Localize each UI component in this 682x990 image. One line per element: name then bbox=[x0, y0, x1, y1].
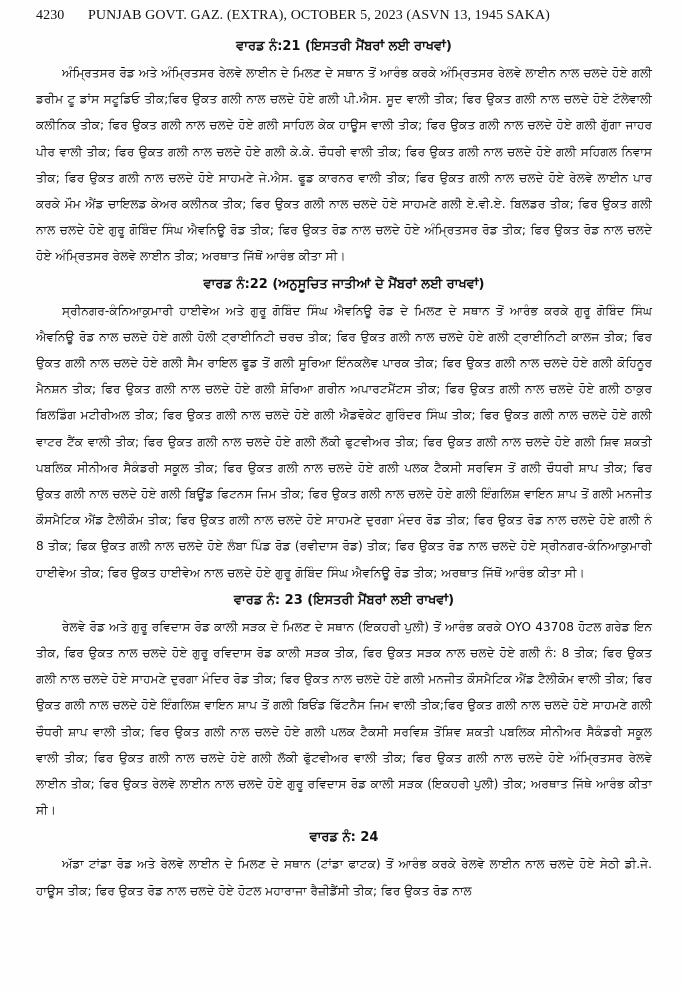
ward-boundary-text: ਰੇਲਵੇ ਰੋਡ ਅਤੇ ਗੁਰੂ ਰਵਿਦਾਸ ਰੋਡ ਕਾਲੀ ਸੜਕ ਦੇ ਮਿਲਣ ਦੇ ਸਥਾਨ (ਇਕਹਰੀ ਪੁਲੀ) ਤੋਂ ਆਰੰਭ ਕਰਕੇ OYO 43708 ਹੋਟਲ ਗਰੇਡ ਇਨ ਤੀਕ, ਫਿਰ ਉਕਤ ਨਾਲ ਚਲਦੇ ਹੋਏ ਗੁਰੂ ਰਵਿਦਾਸ ਰੋਡ ਕਾਲੀ ਸੜਕ ਤੀਕ, ਫਿਰ ਉਕਤ ਸੜਕ ਨਾਲ ਚਲਦੇ ਹੋਏ ਗਲੀ ਨੰ: 8 ਤੀਕ; ਫਿਰ ਉਕਤ ਗਲੀ ਨਾਲ ਚਲਦੇ ਹੋਏ ਸਾਹਮਣੇ ਦੁਰਗਾ ਮੰਦਿਰ ਰੋਡ ਤੀਕ; ਫਿਰ ਉਕਤ ਨਾਲ ਚਲਦੇ ਹੋਏ ਗਲੀ ਮਨਜੀਤ ਕੌਸਮੈਟਿਕ ਐਂਡ ਟੈਲੀਕੋਮ ਵਾਲੀ ਤੀਕ; ਫਿਰ ਉਕਤ ਗਲੀ ਨਾਲ ਚਲਦੇ ਹੋਏ ਇੰਗਲਿਸ਼ ਵਾਇਨ ਸ਼ਾਪ ਤੋਂ ਗਲੀ ਬਿਓਂਡ ਫਿੱਟਨੈਸ ਜਿਮ ਵਾਲੀ ਤੀਕ;ਫਿਰ ਉਕਤ ਗਲੀ ਨਾਲ ਚਲਦੇ ਹੋਏ ਸਾਹਮਣੇ ਗਲੀ ਚੌਧਰੀ ਸ਼ਾਪ ਵਾਲੀ ਤੀਕ; ਫਿਰ ਉਕਤ ਗਲੀ ਨਾਲ ਚਲਦੇ ਹੋਏ ਗਲੀ ਪਲਕ ਟੈਕਸੀ ਸਰਵਿਸ਼ ਤੋਂਸ਼ਿਵ ਸ਼ਕਤੀ ਪਬਲਿਕ ਸੀਨੀਅਰ ਸੈਕੰਡਰੀ ਸਕੂਲ ਵਾਲੀ ਤੀਕ; ਫਿਰ ਉਕਤ ਗਲੀ ਨਾਲ ਚਲਦੇ ਹੋਏ ਗਲੀ ਲੱਕੀ ਫੁੱਟਵੀਅਰ ਵਾਲੀ ਤੀਕ; ਫਿਰ ਉਕਤ ਗਲੀ ਨਾਲ ਚਲਦੇ ਹੋਏ ਅੰਮ੍ਰਿਤਸਰ ਰੇਲਵੇ ਲਾਈਨ ਤੀਕ; ਫਿਰ ਉਕਤ ਰੇਲਵੇ ਲਾਈਨ ਨਾਲ ਚਲਦੇ ਹੋਏ ਗੁਰੂ ਰਵਿਦਾਸ ਰੋਡ ਕਾਲੀ ਸੜਕ (ਇਕਹਰੀ ਪੁਲੀ) ਤੀਕ; ਅਰਥਾਤ ਜਿੱਥੇ ਆਰੰਭ ਕੀਤਾ ਸੀ। bbox=[36, 619, 652, 818]
ward-24-section bbox=[36, 829, 652, 903]
ward-heading: ਵਾਰਡ ਨੰ: 23 (ਇਸਤਰੀ ਮੈਂਬਰਾਂ ਲਈ ਰਾਖਵਾਂ) bbox=[233, 592, 455, 608]
ward-boundary-text: ਅੰਮ੍ਰਿਤਸਰ ਰੋਡ ਅਤੇ ਅੰਮ੍ਰਿਤਸਰ ਰੇਲਵੇ ਲਾਈਨ ਦੇ ਮਿਲਣ ਦੇ ਸਥਾਨ ਤੋਂ ਆਰੰਭ ਕਰਕੇ ਅੰਮ੍ਰਿਤਸਰ ਰੇਲਵੇ ਲਾਈਨ ਨਾਲ ਚਲਦੇ ਹੋਏ ਗਲੀ ਡਰੀਮ ਟੂ ਡਾਂਸ ਸਟੂਡਿਓ ਤੀਕ;ਫਿਰ ਉਕਤ ਗਲੀ ਨਾਲ ਚਲਦੇ ਹੋਏ ਗਲੀ ਪੀ.ਐਸ. ਸੂਦ ਵਾਲੀ ਤੀਕ; ਫਿਰ ਉਕਤ ਗਲੀ ਨਾਲ ਚਲਦੇ ਹੋਏ ਟੱਲੇਵਾਲੀ ਕਲੀਨਿਕ ਤੀਕ; ਫਿਰ ਉਕਤ ਗਲੀ ਨਾਲ ਚਲਦੇ ਹੋਏ ਗਲੀ ਸਾਹਿਲ ਕੇਕ ਹਾਊਸ ਵਾਲੀ ਤੀਕ; ਫਿਰ ਉਕਤ ਗਲੀ ਨਾਲ ਚਲਦੇ ਹੋਏ ਗਲੀ ਗੁੱਗਾ ਜਾਹਰ ਪੀਰ ਵਾਲੀ ਤੀਕ; ਫਿਰ ਉਕਤ ਗਲੀ ਨਾਲ ਚਲਦੇ ਹੋਏ ਗਲੀ ਕੇ.ਕੇ. ਚੌਧਰੀ ਵਾਲੀ ਤੀਕ; ਫਿਰ ਉਕਤ ਗਲੀ ਨਾਲ ਚਲਦੇ ਹੋਏ ਗਲੀ ਸਹਿਗਲ ਨਿਵਾਸ ਤੀਕ; ਫਿਰ ਉਕਤ ਗਲੀ ਨਾਲ ਚਲਦੇ ਹੋਏ ਸਾਹਮਣੇ ਜੇ.ਐਸ. ਫੂਡ ਕਾਰਨਰ ਵਾਲੀ ਤੀਕ; ਫਿਰ ਉਕਤ ਗਲੀ ਨਾਲ ਚਲਦੇ ਹੋਏ ਰੇਲਵੇ ਲਾਈਨ ਪਾਰ ਕਰਕੇ ਮੌਮ ਐਂਡ ਚਾਇਲਡ ਕੇਅਰ ਕਲੀਨਕ ਤੀਕ; ਫਿਰ ਉਕਤ ਗਲੀ ਨਾਲ ਚਲਦੇ ਹੋਏ ਸਾਹਮਣੇ ਗਲੀ ਏ.ਵੀ.ਏ. ਬਿਲਡਰ ਤੀਕ; ਫਿਰ ਉਕਤ ਗਲੀ ਨਾਲ ਚਲਦੇ ਹੋਏ ਗੁਰੂ ਗੋਬਿੰਦ ਸਿੰਘ ਐਵਨਿਊ ਰੋਡ ਤੀਕ; ਫਿਰ ਉਕਤ ਰੋਡ ਨਾਲ ਚਲਦੇ ਹੋਏ ਅੰਮ੍ਰਿਤਸਰ ਰੋਡ ਤੀਕ; ਫਿਰ ਉਕਤ ਰੋਡ ਨਾਲ ਚਲਦੇ ਹੋਏ ਅੰਮ੍ਰਿਤਸਰ ਰੇਲਵੇ ਲਾਈਨ ਤੀਕ; ਅਰਥਾਤ ਜਿੱਥੋਂ ਆਰੰਭ ਕੀਤਾ ਸੀ। bbox=[36, 66, 652, 264]
ward-21-section bbox=[36, 38, 652, 270]
ward-boundary-text: ਸ੍ਰੀਨਗਰ-ਕੰਨਿਆਕੁਮਾਰੀ ਹਾਈਵੇਅ ਅਤੇ ਗੁਰੂ ਗੋਬਿੰਦ ਸਿੰਘ ਐਵਨਿਊ ਰੋਡ ਦੇ ਮਿਲਣ ਦੇ ਸਥਾਨ ਤੋਂ ਆਰੰਭ ਕਰਕੇ ਗੁਰੂ ਗੋਬਿੰਦ ਸਿੰਘ ਐਵਨਿਊ ਰੋਡ ਨਾਲ ਚਲਦੇ ਹੋਏ ਗਲੀ ਹੋਲੀ ਟ੍ਰਾਈਨਿਟੀ ਚਰਚ ਤੀਕ; ਫਿਰ ਉਕਤ ਗਲੀ ਨਾਲ ਚਲਦੇ ਹੋਏ ਗਲੀ ਟ੍ਰਾਈਨਿਟੀ ਕਾਲਜ ਤੀਕ; ਫਿਰ ਉਕਤ ਗਲੀ ਨਾਲ ਚਲਦੇ ਹੋਏ ਗਲੀ ਸੈਮ ਰਾਇਲ ਫੂਡ ਤੋਂ ਗਲੀ ਸੂਰਿਆ ਇੰਨਕਲੇਵ ਪਾਰਕ ਤੀਕ; ਫਿਰ ਉਕਤ ਗਲੀ ਨਾਲ ਚਲਦੇ ਹੋਏ ਗਲੀ ਕੋਹਿਨੂਰ ਮੈਨਸ਼ਨ ਤੀਕ; ਫਿਰ ਉਕਤ ਗਲੀ ਨਾਲ ਚਲਦੇ ਹੋਏ ਗਲੀ ਸ਼ੋਰਿਆ ਗਰੀਨ ਅਪਾਰਟਮੈਂਟਸ ਤੀਕ; ਫਿਰ ਉਕਤ ਗਲੀ ਨਾਲ ਚਲਦੇ ਹੋਏ ਗਲੀ ਠਾਕੁਰ ਬਿਲਡਿੰਗ ਮਟੀਰੀਅਲ ਤੀਕ; ਫਿਰ ਉਕਤ ਗਲੀ ਨਾਲ ਚਲਦੇ ਹੋਏ ਗਲੀ ਐਡਵੋਕੇਟ ਗੁਰਿੰਦਰ ਸਿੰਘ ਤੀਕ; ਫਿਰ ਉਕਤ ਗਲੀ ਨਾਲ ਚਲਦੇ ਹੋਏ ਗਲੀ ਵਾਟਰ ਟੈਂਕ ਵਾਲੀ ਤੀਕ; ਫਿਰ ਉਕਤ ਗਲੀ ਨਾਲ ਚਲਦੇ ਹੋਏ ਗਲੀ ਲੱਕੀ ਫੁਟਵੀਅਰ ਤੀਕ; ਫਿਰ ਉਕਤ ਗਲੀ ਨਾਲ ਚਲਦੇ ਹੋਏ ਗਲੀ ਸ਼ਿਵ ਸ਼ਕਤੀ ਪਬਲਿਕ ਸੀਨੀਅਰ ਸੈਕੰਡਰੀ ਸਕੂਲ ਤੀਕ; ਫਿਰ ਉਕਤ ਗਲੀ ਨਾਲ ਚਲਦੇ ਹੋਏ ਗਲੀ ਪਲਕ ਟੈਕਸੀ ਸਰਵਿਸ ਤੋਂ ਗਲੀ ਚੌਧਰੀ ਸ਼ਾਪ ਤੀਕ; ਫਿਰ ਉਕਤ ਗਲੀ ਨਾਲ ਚਲਦੇ ਹੋਏ ਗਲੀ ਬਿਊਂਡ ਫਿਟਨਸ ਜਿਮ ਤੀਕ; ਫਿਰ ਉਕਤ ਗਲੀ ਨਾਲ ਚਲਦੇ ਹੋਏ ਗਲੀ ਇੰਗਲਿਸ਼ ਵਾਇਨ ਸ਼ਾਪ ਤੋਂ ਗਲੀ ਮਨਜੀਤ ਕੌਸਮੈਟਿਕ ਐਂਡ ਟੈਲੀਕੌਮ ਤੀਕ; ਫਿਰ ਉਕਤ ਗਲੀ ਨਾਲ ਚਲਦੇ ਹੋਏ ਸਾਹਮਣੇ ਦੁਰਗਾ ਮੰਦਰ ਰੋਡ ਤੀਕ; ਫਿਰ ਉਕਤ ਰੋਡ ਨਾਲ ਚਲਦੇ ਹੋਏ ਗਲੀ ਨੰ 8 ਤੀਕ; ਫਿਕ ਉਕਤ ਗਲੀ ਨਾਲ ਚਲਦੇ ਹੋਏ ਲੰਬਾ ਪਿੰਡ ਰੋਡ (ਰਵੀਦਾਸ ਰੋਡ) ਤੀਕ; ਫਿਰ ਉਕਤ ਰੋਡ ਨਾਲ ਚਲਦੇ ਹੋਏ ਸ੍ਰੀਨਗਰ-ਕੰਨਿਆਕੁਮਾਰੀ ਹਾਈਵੇਅ ਤੀਕ; ਫਿਰ ਉਕਤ ਹਾਈਵੇਅ ਨਾਲ ਚਲਦੇ ਹੋਏ ਗੁਰੂ ਗੋਬਿੰਦ ਸਿੰਘ ਐਵਨਿਊ ਰੋਡ ਤੀਕ; ਅਰਥਾਤ ਜਿੱਥੋਂ ਆਰੰਭ ਕੀਤਾ ਸੀ। bbox=[36, 303, 652, 580]
ward-heading: ਵਾਰਡ ਨੰ:22 (ਅਨੁਸੂਚਿਤ ਜਾਤੀਆਂ ਦੇ ਮੈਂਬਰਾਂ ਲਈ ਰਾਖਵਾਂ) bbox=[203, 276, 485, 292]
page-header bbox=[36, 8, 652, 24]
page-number: 4230 bbox=[36, 8, 65, 23]
gazette-title: PUNJAB GOVT. GAZ. (EXTRA), OCTOBER 5, 2023 (ASVN 13, 1945 SAKA) bbox=[88, 8, 550, 23]
ward-heading: ਵਾਰਡ ਨੰ:21 (ਇਸਤਰੀ ਮੈਂਬਰਾਂ ਲਈ ਰਾਖਵਾਂ) bbox=[236, 39, 452, 54]
ward-23-section bbox=[36, 592, 652, 824]
ward-boundary-text: ਅੱਡਾ ਟਾਂਡਾ ਰੋਡ ਅਤੇ ਰੇਲਵੇ ਲਾਈਨ ਦੇ ਮਿਲਣ ਦੇ ਸਥਾਨ (ਟਾਂਡਾ ਫਾਟਕ) ਤੋਂ ਆਰੰਭ ਕਰਕੇ ਰੇਲਵੇ ਲਾਈਨ ਨਾਲ ਚਲਦੇ ਹੋਏ ਸੇਠੀ ਡੀ.ਜੇ. ਹਾਊਸ ਤੀਕ; ਫਿਰ ਉਕਤ ਰੋਡ ਨਾਲ ਚਲਦੇ ਹੋਏ ਹੋਟਲ ਮਹਾਰਾਜਾ ਰੈਜ਼ੀਡੈਂਸੀ ਤੀਕ; ਫਿਰ ਉਕਤ ਰੋਡ ਨਾਲ bbox=[36, 857, 652, 898]
ward-heading: ਵਾਰਡ ਨੰ: 24 bbox=[309, 830, 379, 846]
ward-22-section bbox=[36, 276, 652, 586]
